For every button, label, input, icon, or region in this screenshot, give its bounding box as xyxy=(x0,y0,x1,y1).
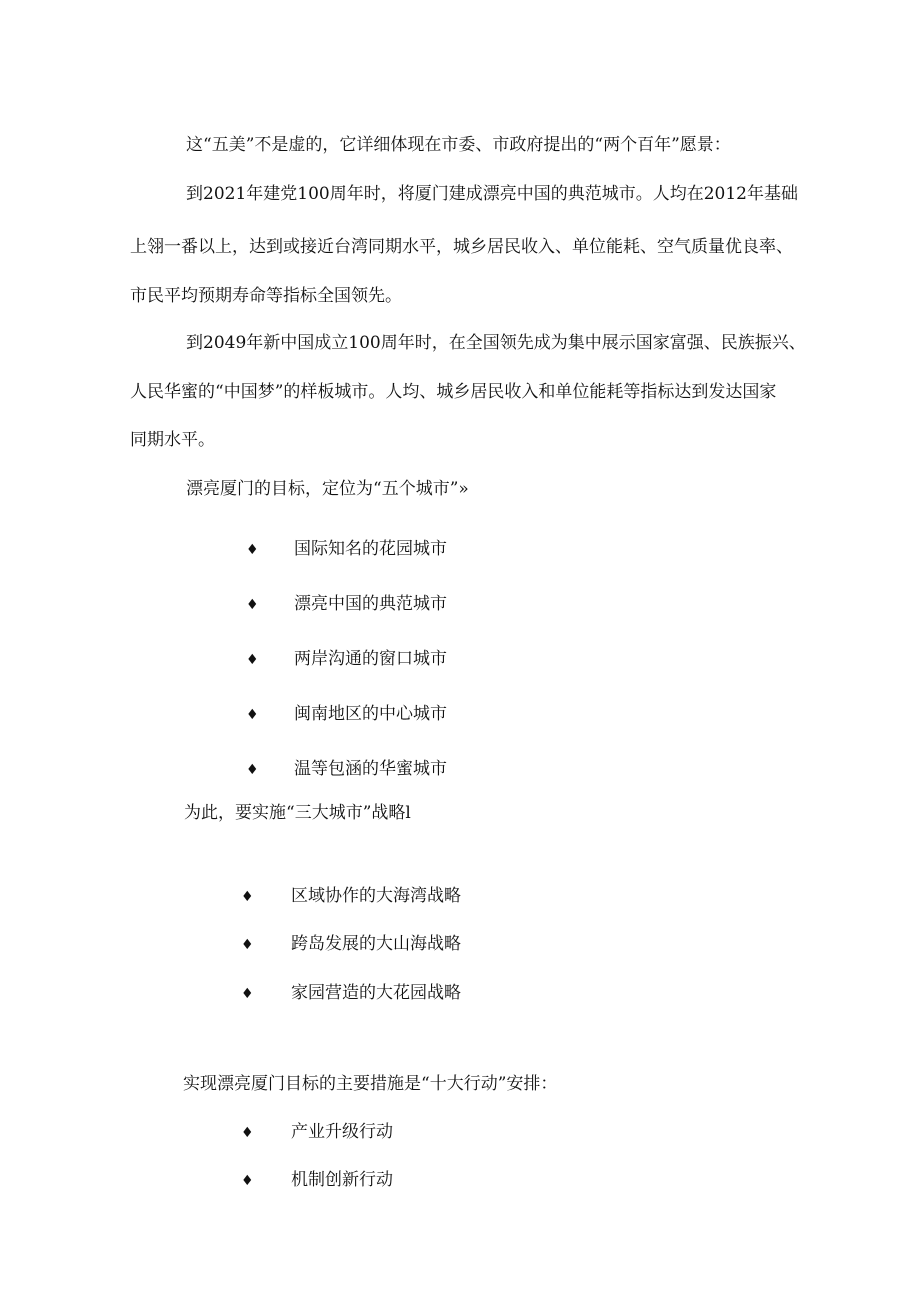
vision-2049-line-3: 同期水平。 xyxy=(130,430,215,450)
vision-2021-line-1: 到2021年建党100周年时，将厦门建成漂亮中国的典范城市。人均在2012年基础 xyxy=(186,184,798,204)
list-item: 机制创新行动 xyxy=(291,1170,393,1190)
intro-paragraph: 这“五美”不是虚的，它详细体现在市委、市政府提出的“两个百年”愿景： xyxy=(186,135,731,155)
vision-2049-line-1: 到2049年新中国成立100周年时，在全国领先成为集中展示国家富强、民族振兴、 xyxy=(186,333,806,353)
diamond-bullet-icon: ♦ xyxy=(246,652,259,668)
list-item: 跨岛发展的大山海战略 xyxy=(291,934,461,954)
list-item: 家园营造的大花园战略 xyxy=(291,983,461,1003)
strategy-intro: 为此，要实施“三大城市”战略l xyxy=(184,803,411,823)
vision-2021-line-3: 市民平均预期寿命等指标全国领先。 xyxy=(130,286,402,306)
vision-2049-line-2: 人民华蜜的“中国梦”的样板城市。人均、城乡居民收入和单位能耗等指标达到发达国家 xyxy=(130,382,777,402)
list-item: 区域协作的大海湾战略 xyxy=(291,886,461,906)
list-item: 产业升级行动 xyxy=(291,1122,393,1142)
action-intro: 实现漂亮厦门目标的主要措施是“十大行动”安排： xyxy=(183,1074,558,1094)
vision-2021-line-2: 上翎一番以上，达到或接近台湾同期水平，城乡居民收入、单位能耗、空气质量优良率、 xyxy=(130,237,793,257)
diamond-bullet-icon: ♦ xyxy=(241,937,254,953)
list-item: 漂亮中国的典范城市 xyxy=(294,594,447,614)
diamond-bullet-icon: ♦ xyxy=(241,1125,254,1141)
diamond-bullet-icon: ♦ xyxy=(241,1173,254,1189)
diamond-bullet-icon: ♦ xyxy=(246,542,259,558)
list-item: 国际知名的花园城市 xyxy=(294,539,447,559)
diamond-bullet-icon: ♦ xyxy=(246,707,259,723)
diamond-bullet-icon: ♦ xyxy=(241,889,254,905)
list-item: 两岸沟通的窗口城市 xyxy=(294,649,447,669)
diamond-bullet-icon: ♦ xyxy=(241,986,254,1002)
diamond-bullet-icon: ♦ xyxy=(246,762,259,778)
list-item: 闽南地区的中心城市 xyxy=(294,704,447,724)
diamond-bullet-icon: ♦ xyxy=(246,597,259,613)
list-item: 温等包涵的华蜜城市 xyxy=(294,759,447,779)
goal-intro: 漂亮厦门的目标，定位为“五个城市”» xyxy=(186,479,469,499)
